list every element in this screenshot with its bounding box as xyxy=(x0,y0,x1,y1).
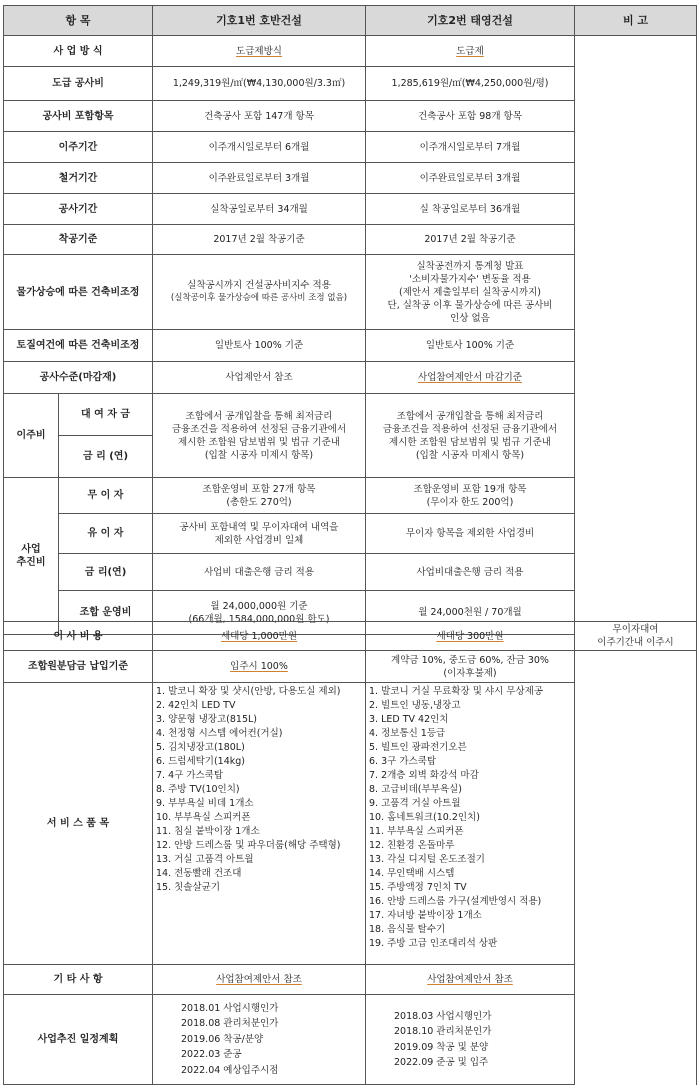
moving-c2: 세대당 300만원 xyxy=(436,630,504,642)
list-item: 5. 빌트인 광파전기오븐 xyxy=(369,742,467,753)
list-item: 2018.01 사업시행인가 xyxy=(181,1002,279,1014)
relocation-cost-c2 xyxy=(366,394,575,478)
list-item: 2022.04 예상입주시점 xyxy=(181,1064,279,1076)
cost-c1: 1,249,319원/㎡(₩4,130,000원/3.3㎡) xyxy=(153,67,366,101)
list-item: 2018.03 사업시행인가 xyxy=(394,1010,492,1022)
list-item: 10. 부부욕실 스피커폰 xyxy=(156,812,251,823)
project-rate-c1: 사업비 대출은행 금리 적용 xyxy=(153,554,366,591)
list-item: 9. 고품격 거실 아트월 xyxy=(369,798,461,809)
label-relocation-loan: 대 여 자 금 xyxy=(59,394,153,436)
schedule-c2 xyxy=(366,995,575,1085)
relocation-c2: 이주개시일로부터 7개월 xyxy=(366,132,575,163)
label-construction: 공사기간 xyxy=(4,194,153,225)
cost-c2: 1,285,619원/㎡(₩4,250,000원/평) xyxy=(366,67,575,101)
list-item: 18. 음식물 탈수기 xyxy=(369,924,446,935)
label-cost: 도급 공사비 xyxy=(4,67,153,101)
header-company2: 기호2번 태영건설 xyxy=(366,6,575,36)
free-c1-line1: 조합운영비 포함 27개 항목 xyxy=(202,483,316,495)
relocation-c1: 이주개시일로부터 6개월 xyxy=(153,132,366,163)
paid-c2: 무이자 항목을 제외한 사업경비 xyxy=(366,514,575,554)
relocation-cost-c1-line3: 제시한 조합원 담보범위 및 법규 기준내 xyxy=(178,436,340,448)
label-schedule: 사업추진 일정계획 xyxy=(4,995,153,1085)
schedule-c1 xyxy=(153,995,366,1085)
list-item: 19. 주방 고급 인조대리석 상판 xyxy=(369,938,498,949)
inflation-c2 xyxy=(366,255,575,330)
operating-c1-line1: 월 24,000,000원 기준 xyxy=(210,600,308,612)
list-item: 2019.06 착공/분양 xyxy=(181,1033,264,1045)
label-method: 사 업 방 식 xyxy=(4,36,153,67)
header-row xyxy=(4,6,697,36)
label-service: 서 비 스 품 목 xyxy=(4,683,153,965)
comparison-table-top xyxy=(3,5,697,635)
finish-c1: 사업제안서 참조 xyxy=(153,362,366,394)
relocation-cost-c2-line3: 제시한 조합원 담보범위 및 법규 기준내 xyxy=(389,436,551,448)
comparison-table-bottom xyxy=(3,621,697,1085)
list-item: 11. 침실 붙박이장 1개소 xyxy=(156,826,260,837)
list-item: 11. 부부욕실 스피커폰 xyxy=(369,826,464,837)
inflation-c1-line1: 실착공시까지 건설공사비지수 적용 xyxy=(187,280,331,291)
list-item: 3. 양문형 냉장고(815L) xyxy=(156,714,258,725)
list-item: 2018.10 관리처분인가 xyxy=(394,1026,492,1037)
list-item: 1. 발코니 확장 및 샷시(안방, 다용도실 제외) xyxy=(156,686,341,697)
items-c2: 건축공사 포함 98개 항목 xyxy=(366,101,575,132)
payment-c1: 입주시 100% xyxy=(230,661,288,672)
inflation-c1 xyxy=(153,255,366,330)
list-item: 7. 2개층 외벽 화강석 마감 xyxy=(369,770,479,781)
finish-c2: 사업참여제안서 마감기준 xyxy=(418,372,522,383)
inflation-c2-line1: 실착공전까지 통계청 발표 xyxy=(416,260,524,272)
label-payment: 조합원분담금 납입기준 xyxy=(4,651,153,683)
header-company1: 기호1번 호반건설 xyxy=(153,6,366,36)
free-c2-line1: 조합운영비 포함 19개 항목 xyxy=(413,483,527,495)
list-item: 12. 안방 드레스룸 및 파우더룸(해당 주택형) xyxy=(156,840,341,851)
soil-c2: 일반토사 100% 기준 xyxy=(366,330,575,362)
relocation-cost-c2-line2: 금융조건을 적용하여 선정된 금융기관에서 xyxy=(382,423,558,435)
header-remarks: 비 고 xyxy=(575,6,697,36)
relocation-cost-c1-line1: 조합에서 공개입찰을 통해 최저금리 xyxy=(185,410,333,422)
project-group-line2: 추진비 xyxy=(16,557,46,568)
label-finish: 공사수준(마감재) xyxy=(4,362,153,394)
construction-c1: 실착공일로부터 34개월 xyxy=(153,194,366,225)
list-item: 6. 드럼세탁기(14kg) xyxy=(156,756,246,767)
list-item: 13. 각실 디지털 온도조절기 xyxy=(369,854,485,865)
operating-c2: 월 24,000천원 / 70개월 xyxy=(366,591,575,635)
relocation-cost-c2-line4: (입찰 시공자 미제시 항목) xyxy=(415,449,525,461)
list-item: 1. 발코니 거실 무료확장 및 샤시 무상제공 xyxy=(369,686,544,697)
project-rate-c2: 사업비대출은행 금리 적용 xyxy=(366,554,575,591)
demolition-c2: 이주완료일로부터 3개월 xyxy=(366,163,575,194)
list-item: 2018.08 관리처분인가 xyxy=(181,1018,279,1030)
paid-c1-line1: 공사비 포함내역 및 무이자대여 내역을 xyxy=(179,521,339,533)
list-item: 10. 홈네트워크(10.2인치) xyxy=(369,812,480,823)
list-item: 13. 거실 고품격 아트월 xyxy=(156,854,254,865)
free-c2 xyxy=(366,478,575,514)
list-item: 7. 4구 가스쿡탑 xyxy=(156,770,224,781)
etc-c2: 사업참여제안서 참조 xyxy=(427,974,513,985)
moving-remark-line2: 이주기간내 이주시 xyxy=(597,637,674,648)
start-c1: 2017년 2월 착공기준 xyxy=(153,225,366,255)
payment-c2 xyxy=(366,651,575,683)
list-item: 9. 부부욕실 비데 1개소 xyxy=(156,798,254,809)
relocation-cost-c1 xyxy=(153,394,366,478)
relocation-cost-c2-line1: 조합에서 공개입찰을 통해 최저금리 xyxy=(396,410,544,422)
list-item: 4. 천정형 시스템 에어컨(거실) xyxy=(156,728,283,739)
list-item: 3. LED TV 42인치 xyxy=(369,714,449,725)
free-c1-line2: (총한도 270억) xyxy=(226,496,292,508)
inflation-c1-line2: (실착공이후 물가상승에 따른 공사비 조정 없음) xyxy=(170,293,348,303)
relocation-cost-c1-line2: 금융조건을 적용하여 선정된 금융기관에서 xyxy=(171,423,347,435)
label-free-interest: 무 이 자 xyxy=(59,478,153,514)
inflation-c2-line2: '소비자물가지수' 변동율 적용 xyxy=(409,273,531,285)
label-project-group xyxy=(4,478,59,635)
list-item: 14. 전동빨래 건조대 xyxy=(156,868,242,879)
row-method xyxy=(4,36,697,67)
label-relocation-rate: 금 리 (연) xyxy=(59,436,153,478)
label-operating: 조합 운영비 xyxy=(59,591,153,635)
inflation-c2-line5: 인상 없음 xyxy=(450,312,490,324)
list-item: 17. 자녀방 붙박이장 1개소 xyxy=(369,910,482,921)
etc-c1: 사업참여제안서 참조 xyxy=(216,974,302,985)
start-c2: 2017년 2월 착공기준 xyxy=(366,225,575,255)
label-items: 공사비 포함항목 xyxy=(4,101,153,132)
free-c1 xyxy=(153,478,366,514)
list-item: 14. 무인택배 시스템 xyxy=(369,868,455,879)
list-item: 15. 주방액정 7인치 TV xyxy=(369,882,467,893)
list-item: 6. 3구 가스쿡탑 xyxy=(369,756,437,767)
payment-c2-line2: (이자후불제) xyxy=(443,667,497,679)
list-item: 2019.09 착공 및 분양 xyxy=(394,1041,489,1053)
list-item: 8. 고급비데(부부욕실) xyxy=(369,784,462,795)
list-item: 12. 친환경 온돌마루 xyxy=(369,840,455,851)
label-etc: 기 타 사 항 xyxy=(4,965,153,995)
label-moving: 이 사 비 용 xyxy=(4,622,153,651)
list-item: 15. 칫솔살균기 xyxy=(156,882,221,893)
list-item: 2022.03 준공 xyxy=(181,1049,242,1061)
list-item: 16. 안방 드레스룸 가구(설계반영시 적용) xyxy=(369,896,542,907)
label-demolition: 철거기간 xyxy=(4,163,153,194)
label-inflation: 물가상승에 따른 건축비조정 xyxy=(4,255,153,330)
row-payment xyxy=(4,651,697,683)
soil-c1: 일반토사 100% 기준 xyxy=(153,330,366,362)
header-item: 항 목 xyxy=(4,6,153,36)
project-group-line1: 사업 xyxy=(21,544,41,555)
service-c2-list xyxy=(366,683,575,965)
moving-remark xyxy=(575,622,697,651)
paid-c1-line2: 제외한 사업경비 일체 xyxy=(214,534,304,546)
paid-c1 xyxy=(153,514,366,554)
label-paid-interest: 유 이 자 xyxy=(59,514,153,554)
remarks-cell-bottom xyxy=(575,651,697,1085)
list-item: 2022.09 준공 및 입주 xyxy=(394,1057,489,1068)
free-c2-line2: (무이자 한도 200억) xyxy=(426,496,514,508)
moving-remark-line1: 무이자대여 xyxy=(612,624,659,635)
list-item: 4. 정보통신 1등급 xyxy=(369,728,446,739)
relocation-cost-c1-line4: (입찰 시공자 미제시 항목) xyxy=(204,449,314,461)
inflation-c2-line3: (제안서 제출일부터 실착공시까지) xyxy=(399,286,541,298)
demolition-c1: 이주완료일로부터 3개월 xyxy=(153,163,366,194)
list-item: 5. 김치냉장고(180L) xyxy=(156,742,245,753)
items-c1: 건축공사 포함 147개 항목 xyxy=(153,101,366,132)
payment-c2-line1: 계약금 10%, 중도금 60%, 잔금 30% xyxy=(391,654,549,666)
label-start: 착공기준 xyxy=(4,225,153,255)
remarks-cell xyxy=(575,36,697,635)
method-c2: 도급제 xyxy=(456,45,484,57)
inflation-c2-line4: 단, 실착공 이후 물가상승에 따른 공사비 xyxy=(387,299,553,311)
list-item: 2. 빌트인 냉동,냉장고 xyxy=(369,700,461,711)
label-relocation: 이주기간 xyxy=(4,132,153,163)
operating-c1-line2: (66개월, 1584,000,000원 한도) xyxy=(188,613,330,625)
label-soil: 토질여건에 따른 건축비조정 xyxy=(4,330,153,362)
row-moving xyxy=(4,622,697,651)
moving-c1: 세대당 1,000만원 xyxy=(220,630,298,642)
method-c1: 도급제방식 xyxy=(236,45,282,57)
construction-c2: 실 착공일로부터 36개월 xyxy=(366,194,575,225)
label-relocation-group: 이주비 xyxy=(4,394,59,478)
list-item: 2. 42인치 LED TV xyxy=(156,700,236,711)
list-item: 8. 주방 TV(10인치) xyxy=(156,784,240,795)
label-project-rate: 금 리(연) xyxy=(59,554,153,591)
service-c1-list xyxy=(153,683,366,965)
